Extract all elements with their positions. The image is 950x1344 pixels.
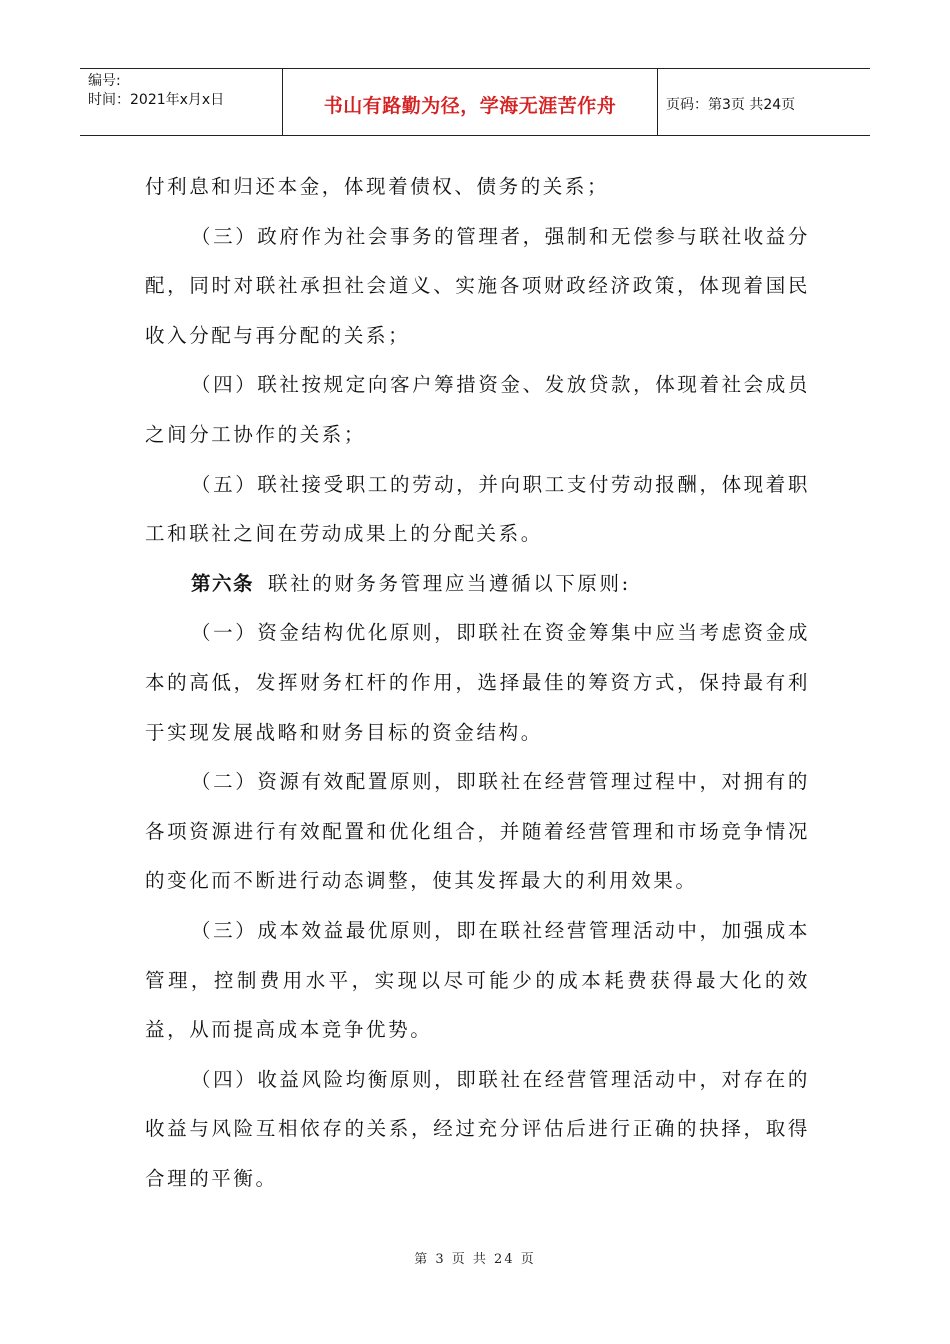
page-footer xyxy=(0,1248,950,1267)
document-time-label: 时间：2021年x月x日 xyxy=(88,92,225,108)
article-paragraph xyxy=(145,559,810,609)
document-number-label: 编号: xyxy=(88,73,121,89)
paragraph: （四）联社按规定向客户筹措资金、发放贷款，体现着社会成员之间分工协作的关系； xyxy=(145,373,810,446)
paragraph: （五）联社接受职工的劳动，并向职工支付劳动报酬，体现着职工和联社之间在劳动成果上的分配关系。 xyxy=(145,472,810,546)
paragraph: （四）收益风险均衡原则，即联社在经营管理活动中，对存在的收益与风险互相依存的关系，经过充分评估后进行正确的抉择，取得合理的平衡。 xyxy=(145,1067,810,1190)
header-motto: 书山有路勤为径，学海无涯苦作舟 xyxy=(323,94,617,117)
header-info-cell xyxy=(80,69,282,135)
paragraph: （三）成本效益最优原则，即在联社经营管理活动中，加强成本管理，控制费用水平，实现以尽可能少的成本耗费获得最大化的效益，从而提高成本竞争优势。 xyxy=(145,918,810,1042)
footer-page-number: 第 3 页 共 24 页 xyxy=(414,1252,536,1267)
header-motto-cell xyxy=(282,69,658,135)
header-page-label: 页码：第3页 共24页 xyxy=(666,97,796,113)
header-table xyxy=(80,68,870,136)
article-title: 第六条 xyxy=(191,571,255,595)
document-body xyxy=(145,162,810,1203)
paragraph: （一）资金结构优化原则，即联社在资金筹集中应当考虑资金成本的高低，发挥财务杠杆的作用，选择最佳的筹资方式，保持最有利于实现发展战略和财务目标的资金结构。 xyxy=(145,621,810,744)
paragraph: 付利息和归还本金，体现着债权、债务的关系； xyxy=(145,175,610,198)
paragraph: （三）政府作为社会事务的管理者，强制和无偿参与联社收益分配，同时对联社承担社会道义、实施各项财政经济政策，体现着国民收入分配与再分配的关系； xyxy=(145,224,810,347)
header-page-cell xyxy=(658,69,870,135)
paragraph: （二）资源有效配置原则，即联社在经营管理过程中，对拥有的各项资源进行有效配置和优化组合，并随着经营管理和市场竞争情况的变化而不断进行动态调整，使其发挥最大的利用效果。 xyxy=(145,770,810,893)
article-text: 联社的财务务管理应当遵循以下原则: xyxy=(268,571,631,595)
